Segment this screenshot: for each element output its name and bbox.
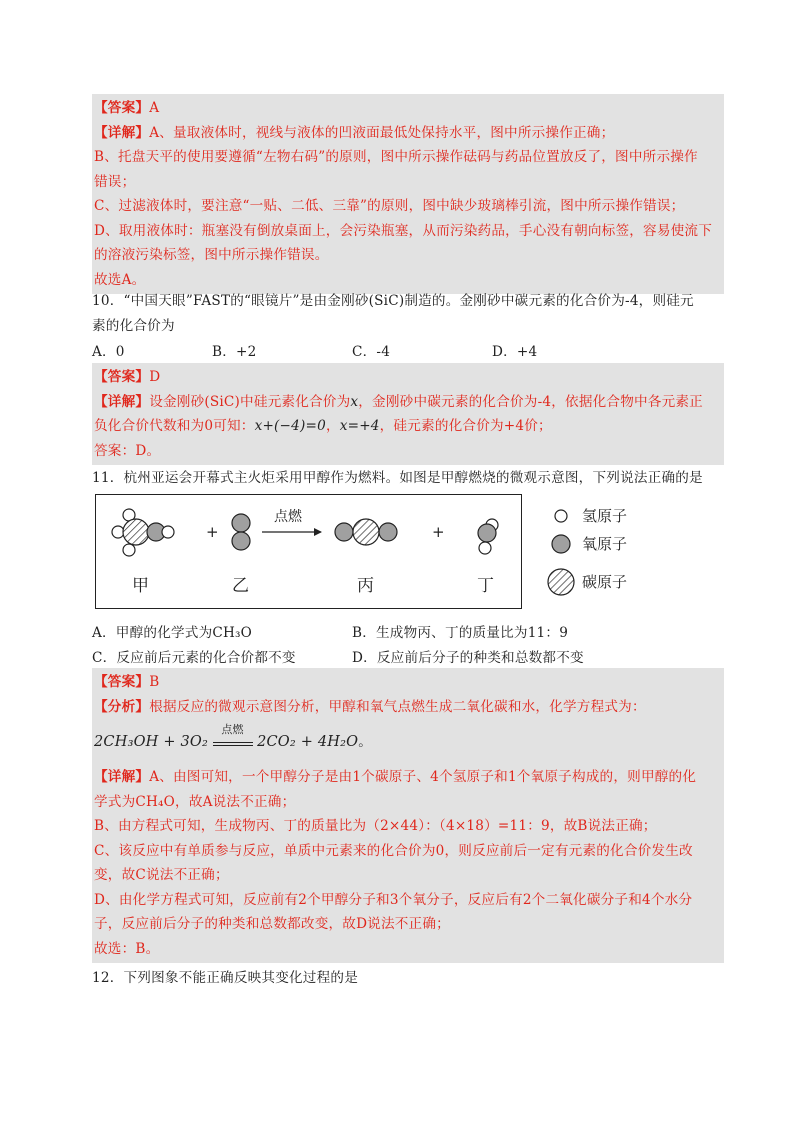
q11-detail-line-4: C、该反应中有单质参与反应，单质中元素来的化合价为0，则反应前后一定有元素的化合价发生改 xyxy=(94,842,693,859)
label-bing: 丙 xyxy=(357,576,374,596)
oxygen-molecule xyxy=(232,514,250,550)
q11-option-c: C．反应前后元素的化合价都不变 xyxy=(92,650,296,666)
q11-analysis-line: 【分析】根据反应的微观示意图分析，甲醇和氧气点燃生成二氧化碳和水，化学方程式为： xyxy=(94,698,646,715)
q10-detail-line-2: 负化合价代数和为0可知：x+(−4)=0，x=+4，硅元素的化合价为+4价； xyxy=(94,418,552,434)
label-yi: 乙 xyxy=(232,576,249,596)
q10-detail-line-1: 【详解】设金刚砂(SiC)中硅元素化合价为x，金刚砂中碳元素的化合价为-4，依据化合物中各元素正 xyxy=(94,393,703,410)
oxygen-legend-icon xyxy=(552,535,570,553)
q10-option-b: B．+2 xyxy=(212,344,257,360)
q11-detail-line-1: 【详解】A、由图可知，一个甲醇分子是由1个碳原子、4个氢原子和1个氧原子构成的，则甲醇的化 xyxy=(94,769,697,785)
q9-detail-line-6: 的溶液污染标签，图中所示操作错误。 xyxy=(94,247,329,263)
equation-left: 2CH₃OH + 3O₂ xyxy=(94,734,209,750)
q9-answer-line: 【答案】A xyxy=(94,100,160,116)
equation-end: 。 xyxy=(358,734,373,750)
legend-hydrogen: 氢原子 xyxy=(582,507,628,525)
reaction-diagram xyxy=(95,494,522,609)
q10-option-c: C．-4 xyxy=(352,344,391,360)
q10-answer-line: 【答案】D xyxy=(94,369,161,385)
q11-detail-line-7: 子，反应前后分子的种类和总数都改变，故D说法不正确； xyxy=(94,916,450,932)
q11-detail-line-2: 学式为CH₄O，故A说法不正确； xyxy=(94,793,296,810)
label-jia: 甲 xyxy=(132,576,149,596)
q9-detail-line-2: B、托盘天平的使用要遵循“左物右码”的原则，图中所示操作砝码与药品位置放反了，图中所示操作 xyxy=(94,149,698,165)
q11-detail-line-6: D、由化学方程式可知，反应前有2个甲醇分子和3个氧分子，反应后有2个二氧化碳分子和4个水分 xyxy=(94,891,693,908)
q10-answer-block xyxy=(92,363,724,465)
q9-detail-line-1: 【详解】A、量取液体时，视线与液体的凹液面最低处保持水平，图中所示操作正确； xyxy=(94,124,615,141)
q10-stem-line-1: 10．“中国天眼”FAST的“眼镜片”是由金刚砂(SiC)制造的。金刚砂中碳元素的化合价为-4，则硅元 xyxy=(92,293,694,309)
carbon-dioxide-molecule xyxy=(335,519,397,545)
q10-stem-line-2: 素的化合价为 xyxy=(92,318,175,334)
q9-detail-line-7: 故选A。 xyxy=(94,271,146,288)
reaction-svg xyxy=(96,495,520,607)
q11-answer-line: 【答案】B xyxy=(94,674,160,690)
label-ding: 丁 xyxy=(477,576,494,596)
water-molecule xyxy=(478,519,498,554)
q11-detail-line-8: 故选：B。 xyxy=(94,940,160,957)
legend-carbon: 碳原子 xyxy=(582,573,628,591)
equation-right: 2CO₂ + 4H₂O xyxy=(257,734,359,750)
legend-oxygen: 氧原子 xyxy=(582,535,628,553)
equation-condition-arrow xyxy=(213,722,253,746)
q9-answer-block xyxy=(92,94,724,294)
q9-detail-line-4: C、过滤液体时，要注意“一贴、二低、三靠”的原则，图中缺少玻璃棒引流，图中所示操作错误； xyxy=(94,198,685,214)
q10-option-d: D．+4 xyxy=(492,344,538,360)
q11-option-b: B．生成物丙、丁的质量比为11：9 xyxy=(352,625,569,641)
equation-condition: 点燃 xyxy=(221,722,244,736)
equation-double-line xyxy=(213,742,253,746)
plus-sign-2: + xyxy=(432,523,445,541)
arrow-head xyxy=(314,528,322,536)
q11-stem: 11．杭州亚运会开幕式主火炬采用甲醇作为燃料。如图是甲醇燃烧的微观示意图，下列说法正确的是 xyxy=(92,470,703,486)
plus-sign-1: + xyxy=(206,523,219,541)
q9-detail-line-3: 错误； xyxy=(94,173,136,190)
q10-option-a: A．0 xyxy=(92,344,125,360)
q9-detail-line-5: D、取用液体时：瓶塞没有倒放桌面上，会污染瓶塞，从而污染药品，手心没有朝向标签，容易使流下 xyxy=(94,222,713,239)
hydrogen-legend-icon xyxy=(555,510,567,522)
q11-option-a: A．甲醇的化学式为CH₃O xyxy=(92,625,253,641)
methanol-molecule xyxy=(112,509,174,556)
q11-answer-block xyxy=(92,668,724,963)
q11-equation xyxy=(94,719,722,765)
arrow-condition-label: 点燃 xyxy=(274,509,302,525)
carbon-legend-icon xyxy=(548,569,574,595)
q10-conclusion: 答案：D。 xyxy=(94,442,161,459)
q11-detail-line-5: 变，故C说法不正确； xyxy=(94,867,229,883)
q11-detail-line-3: B、由方程式可知，生成物丙、丁的质量比为（2×44）：（4×18）=11：9，故B说法正确； xyxy=(94,818,657,834)
atom-legend xyxy=(540,500,670,605)
q11-option-d: D．反应前后分子的种类和总数都不变 xyxy=(352,650,584,666)
q12-stem: 12．下列图象不能正确反映其变化过程的是 xyxy=(92,970,358,986)
